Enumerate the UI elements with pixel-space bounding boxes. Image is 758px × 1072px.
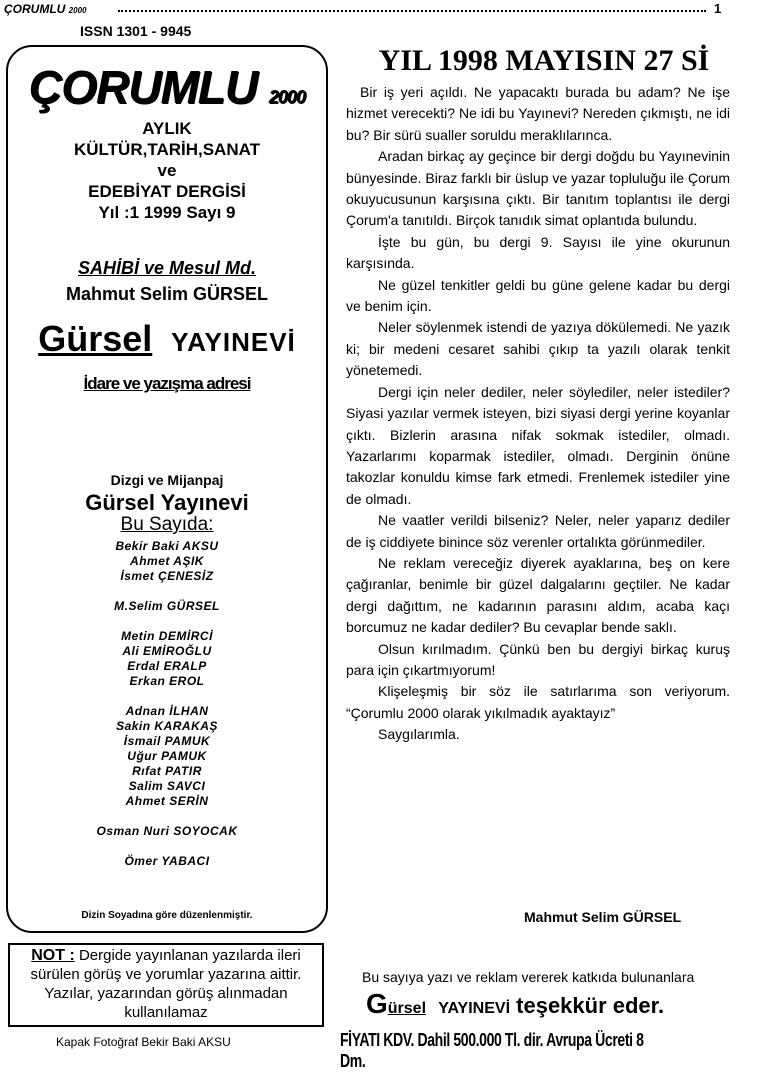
magazine-description: [6, 118, 328, 223]
article-paragraph: Ne vaatler verildi bilseniz? Neler, neler yaparız dediler de iş ciddiyete binince söz verenler ortalıkta görünmediler.: [346, 512, 730, 550]
article-paragraph: Neler söylenmek istendi de yazıya dökülemedi. Ne yazık ki; bir medeni cesaret sahibi çıkıp ta yazılı olarak tenkit yönetemedi.: [346, 319, 730, 379]
address-label: İdare ve yazışma adresi: [83, 374, 251, 393]
desc-line: ve: [157, 161, 177, 180]
author-name: Salim SAVCI: [128, 779, 206, 793]
note-label: NOT :: [31, 947, 75, 964]
publisher-logo: Gürsel YAYINEVİ: [38, 318, 296, 359]
typeset-label: Dizgi ve Mijanpaj: [110, 472, 224, 488]
author-name: Erdal ERALP: [127, 659, 207, 673]
author-name: Sakin KARAKAŞ: [116, 719, 218, 733]
author-name: Uğur PAMUK: [127, 749, 207, 763]
author-spacer: [6, 584, 328, 599]
author-spacer: [6, 839, 328, 854]
magazine-title: ÇORUMLU 2000: [29, 61, 305, 113]
article-paragraph: Saygılarımla.: [378, 726, 460, 743]
article-paragraph: Aradan birkaç ay geçince bir dergi doğdu bu Yayınevinin bünyesinde. Biraz farklı bir üslup ve yazar topluluğu ile Çorum okuyucusunun karşısına çıktı. Bir tanıtım toplantısı ile dergi Çorum'a tanıtıldı. Birçok tanıdık simat oplantıda bulundu.: [346, 148, 730, 229]
typeset-by: Gürsel Yayınevi: [85, 490, 249, 515]
owner-label: SAHİBİ ve Mesul Md.: [77, 258, 257, 278]
author-spacer: [6, 614, 328, 629]
author-name: Erkan EROL: [129, 674, 205, 688]
cover-credit: Kapak Fotoğraf Bekir Baki AKSU: [56, 1035, 231, 1049]
article-title: YIL 1998 MAYISIN 27 Sİ: [378, 44, 710, 77]
header-brand: ÇORUMLU 2000: [4, 2, 87, 16]
author-name: Osman Nuri SOYOCAK: [96, 824, 238, 838]
author-list: [6, 539, 328, 869]
sort-note: Dizin Soyadına göre düzenlenmiştir.: [81, 910, 253, 921]
article-paragraph: Dergi için neler dediler, neler söylediler, neler istediler? Siyasi yazılar vermek isteyen, bizi siyasi dergi yerine koyanlar çıktı. Bizlerin arasına nifak sokmak istediler, olmadı. Yazarlarımı koparmak istediler, olmadı. Derginin önüne takozlar konuldu kimse fark etmedi. Frenlemek istediler yine de olmadı.: [346, 383, 730, 507]
desc-line: Yıl :1 1999 Sayı 9: [98, 203, 236, 222]
desc-line: AYLIK: [142, 119, 192, 138]
article-paragraph: İşte bu gün, bu dergi 9. Sayısı ile yine okurunun karşısında.: [346, 233, 730, 272]
article-paragraph: Bir iş yeri açıldı. Ne yapacaktı burada bu adam? Ne işe hizmet verecekti? Ne idi bu Yayınevi? Nereden çıkmıştı, ne idi bu? Bir sürü sualler soruldu meraklılarınca.: [346, 84, 730, 143]
header-dotted-leader: [118, 6, 706, 12]
author-name: M.Selim GÜRSEL: [114, 599, 220, 613]
article-paragraph: Ne reklam vereceğiz diyerek ayaklarına, beş on kere çağıranlar, benimle bir güzel dalgalarını geçtiler. Ne kadar dergi dağıttım, ne kadarının parasını aldım, acaba kaçı borcumuz ne kadar dediler? Bu cevaplar bende saklı.: [346, 554, 730, 636]
author-name: Ali EMİROĞLU: [122, 644, 212, 658]
author-spacer: [6, 809, 328, 824]
author-name: Ömer YABACI: [124, 854, 210, 868]
owner-name: Mahmut Selim GÜRSEL: [65, 284, 269, 304]
thanks-line: Bu sayıya yazı ve reklam vererek katkıda bulunanlara: [362, 969, 695, 985]
article-paragraph: Olsun kırılmadım. Çünkü ben bu dergiyi birkaç kuruş para için çıkartmıyorum!: [346, 640, 730, 678]
price-line: FİYATI KDV. Dahil 500.000 Tl. dir. Avrupa Ücreti 8 Dm.: [340, 1030, 644, 1071]
article-paragraph: Klişeleşmiş bir söz ile satırlarıma son veriyorum. “Çorumlu 2000 olarak yıkılmadık ayaktayız”: [346, 683, 730, 721]
article-body: [346, 82, 730, 746]
author-name: İsmet ÇENESİZ: [120, 569, 214, 583]
author-name: Metin DEMİRCİ: [121, 629, 213, 643]
page-number: 1: [714, 1, 722, 16]
disclaimer-box: [8, 943, 324, 1027]
desc-line: KÜLTÜR,TARİH,SANAT: [73, 140, 261, 159]
note-text: Dergide yayınlanan yazılarda ileri sürülen görüş ve yorumlar yazarına aittir. Yazılar, yazarından görüş alınmadan kullanılamaz: [30, 947, 302, 1021]
issn: ISSN 1301 - 9945: [80, 23, 192, 39]
article-signature: Mahmut Selim GÜRSEL: [524, 909, 682, 925]
author-name: İsmail PAMUK: [123, 734, 211, 748]
author-spacer: [6, 689, 328, 704]
author-name: Ahmet AŞIK: [130, 554, 204, 568]
author-name: Ahmet SERİN: [125, 794, 209, 808]
author-name: Adnan İLHAN: [125, 704, 209, 718]
in-issue-heading: Bu Sayıda:: [120, 514, 214, 535]
author-name: Rıfat PATIR: [132, 764, 202, 778]
author-name: Bekir Baki AKSU: [115, 539, 219, 553]
thanks-banner: Gürsel YAYINEVİ teşekkür eder.: [366, 988, 665, 1019]
article-paragraph: Ne güzel tenkitler geldi bu güne gelene kadar bu dergi ve benim için.: [346, 276, 730, 315]
desc-line: EDEBİYAT DERGİSİ: [88, 182, 246, 201]
